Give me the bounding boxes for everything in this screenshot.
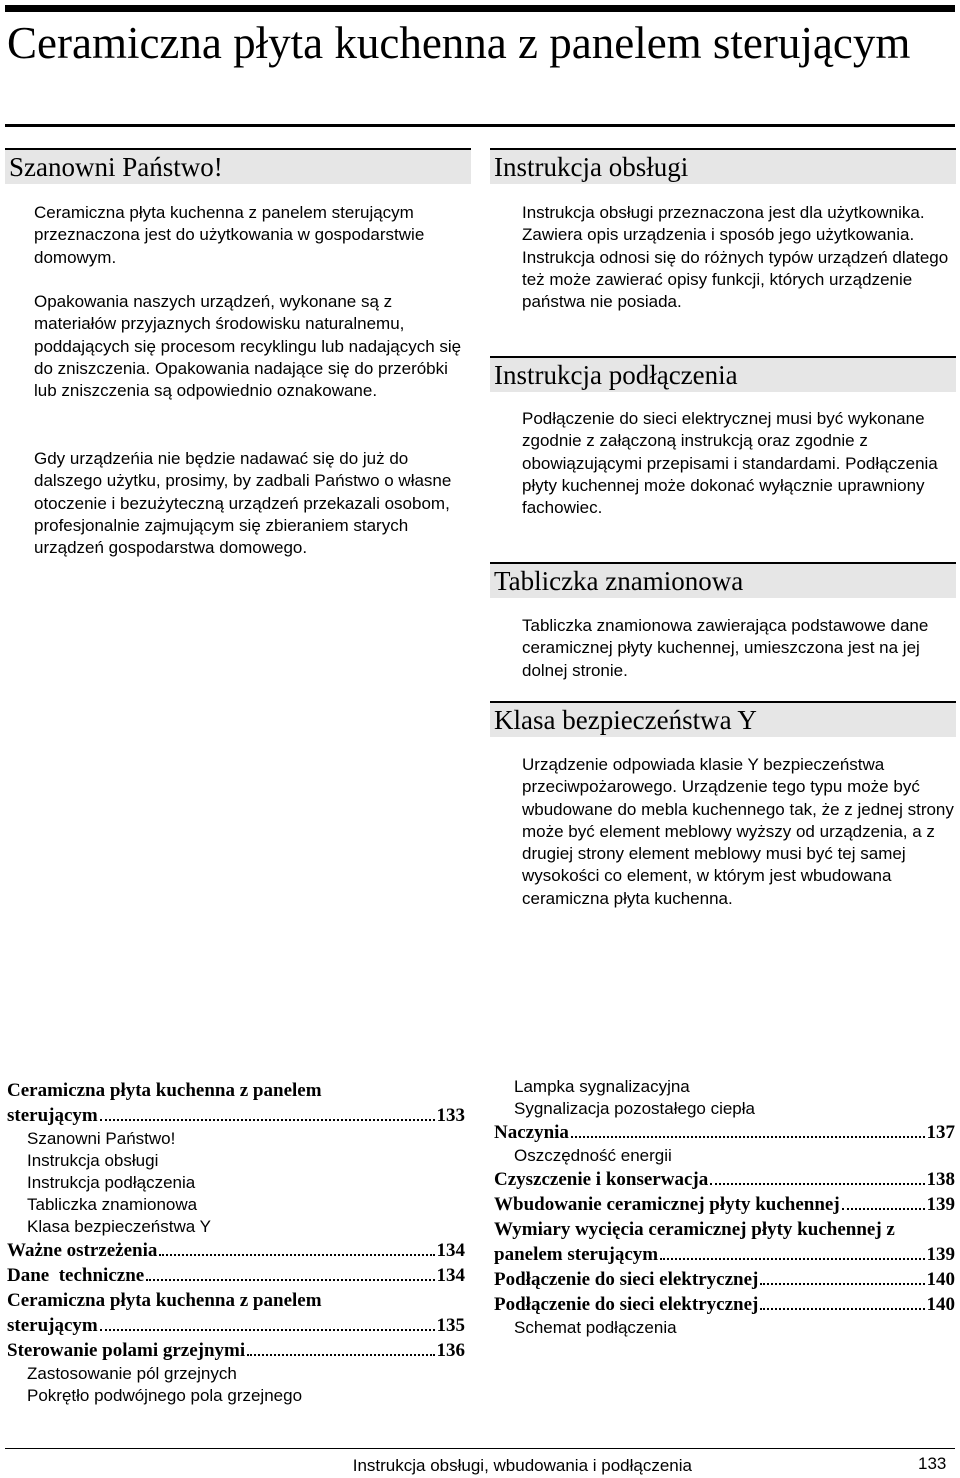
heading-szanowni-panstwo: Szanowni Państwo! [5,148,471,184]
toc-entry-label: Ważne ostrzeżenia [7,1240,158,1261]
toc-entry[interactable] [494,1217,955,1267]
toc-page-number: 139 [926,1194,955,1215]
text-tabliczka-znamionowa: Tabliczka znamionowa zawierająca podstawowe dane ceramicznej płyty kuchennej, umieszczona jest na jej dolnej stronie. [522,616,929,680]
toc-entry-lead: Ceramiczna płyta kuchenna z panelem [7,1290,322,1311]
toc-subentry[interactable]: Sygnalizacja pozostałego ciepła [514,1099,755,1118]
toc-subentry[interactable]: Zastosowanie pól grzejnych [27,1364,237,1383]
heading-tabliczka-znamionowa: Tabliczka znamionowa [490,562,956,598]
toc-subentry[interactable]: Tabliczka znamionowa [27,1195,198,1214]
toc-entry-label: sterującym [7,1315,98,1336]
toc-entry[interactable] [494,1192,955,1217]
toc-subentry[interactable]: Instrukcja podłączenia [27,1173,196,1192]
heading-instrukcja-podlaczenia: Instrukcja podłączenia [490,356,956,392]
toc-entry-lead: Ceramiczna płyta kuchenna z panelem [7,1080,322,1101]
toc-page-number: 137 [926,1122,955,1143]
toc-entry-label: Podłączenie do sieci elektrycznej [494,1294,759,1315]
toc-subentry[interactable]: Lampka sygnalizacyjna [514,1077,690,1096]
toc-entry[interactable] [494,1167,955,1192]
toc-subentry[interactable]: Szanowni Państwo! [27,1129,176,1148]
page-title: Ceramiczna płyta kuchenna z panelem sterującym [7,18,911,68]
toc-entry[interactable] [494,1292,955,1317]
toc-entry[interactable] [7,1338,465,1363]
toc-entry-label: Podłączenie do sieci elektrycznej [494,1269,759,1290]
text-instrukcja-obslugi: Instrukcja obsługi przeznaczona jest dla użytkownika. Zawiera opis urządzenia i sposób jego użytkowania. Instrukcja odnosi się do różnych typów urządzeń dlatego też może zawierać opisy funkcji, których urządzenie państwa nie posiada. [522,203,949,312]
toc-page-number: 138 [926,1169,955,1190]
footer-text: Instrukcja obsługi, wbudowania i podłączenia [352,1456,692,1475]
toc-page-number: 139 [926,1244,955,1265]
toc-page-number: 140 [926,1269,955,1290]
intro-paragraph-3: Gdy urządzeńia nie będzie nadawać się do już do dalszego użytku, prosimy, by zadbali Państwo o własne otoczenie i bezużyteczną urządzeń przekazali osobom, profesjonalnie zajmującym się zbieraniem starych urządzeń gospodarstwa domowego. [34,449,452,558]
toc-subentry[interactable]: Instrukcja obsługi [27,1151,159,1170]
toc-right [494,1076,955,1339]
toc-leader [100,1329,435,1331]
toc-leader [146,1279,434,1281]
title-rule [5,124,955,127]
toc-page-number: 134 [436,1240,465,1261]
toc-leader [760,1283,924,1285]
footer-rule [5,1448,955,1449]
toc-leader [571,1136,925,1138]
toc-leader [100,1119,435,1121]
toc-entry[interactable] [494,1267,955,1292]
toc-leader [247,1354,434,1356]
toc-page-number: 135 [436,1315,465,1336]
toc-page-number: 133 [436,1105,465,1126]
toc-leader [710,1183,924,1185]
toc-entry-label: Sterowanie polami grzejnymi [7,1340,246,1361]
toc-leader [159,1254,434,1256]
toc-subentry[interactable]: Schemat podłączenia [514,1318,677,1337]
toc-subentry[interactable]: Oszczędność energii [514,1146,672,1165]
text-klasa-bezpieczenstwa: Urządzenie odpowiada klasie Y bezpieczeństwa przeciwpożarowego. Urządzenie tego typu może być wbudowane do mebla kuchennego tak, że z jednej strony może być element meblowy wyższy od urządzenia, a z drugiej strony element meblowy musi być tej samej wysokości co element, w którym jest wbudowana ceramiczna płyta kuchenna. [522,755,954,908]
footer-page-number: 133 [918,1454,947,1473]
toc-entry[interactable] [7,1288,465,1338]
toc-page-number: 136 [436,1340,465,1361]
heading-instrukcja-obslugi: Instrukcja obsługi [490,148,956,184]
toc-entry-label: Czyszczenie i konserwacja [494,1169,709,1190]
toc-entry[interactable] [7,1238,465,1263]
toc-entry-label: panelem sterującym [494,1244,659,1265]
toc-leader [842,1208,925,1210]
toc-subentry[interactable]: Pokrętło podwójnego pola grzejnego [27,1386,303,1405]
toc-entry[interactable] [494,1120,955,1145]
toc-entry[interactable] [7,1078,465,1128]
toc-leader [660,1258,924,1260]
heading-klasa-bezpieczenstwa: Klasa bezpieczeństwa Y [490,701,956,737]
toc-subentry[interactable]: Klasa bezpieczeństwa Y [27,1217,211,1236]
toc-entry-label: Dane techniczne [7,1265,145,1286]
toc-entry-label: Naczynia [494,1122,569,1143]
toc-entry-label: sterującym [7,1105,98,1126]
toc-left [7,1078,465,1407]
toc-entry-label: Wbudowanie ceramicznej płyty kuchennej [494,1194,840,1215]
top-rule [5,5,955,12]
toc-page-number: 134 [436,1265,465,1286]
intro-paragraph-2: Opakowania naszych urządzeń, wykonane są z materiałów przyjaznych środowisku naturalnemu, poddających się procesom recyklingu lub nadających się do zniszczenia. Opakowania nadające się do przeróbki lub zniszczenia są odpowiednio oznakowane. [34,292,462,401]
toc-entry[interactable] [7,1263,465,1288]
toc-page-number: 140 [926,1294,955,1315]
toc-leader [760,1308,924,1310]
toc-entry-lead: Wymiary wycięcia ceramicznej płyty kuchennej z [494,1219,895,1240]
intro-paragraph-1: Ceramiczna płyta kuchenna z panelem sterującym przeznaczona jest do użytkowania w gospodarstwie domowym. [34,203,425,267]
text-instrukcja-podlaczenia: Podłączenie do sieci elektrycznej musi być wykonane zgodnie z załączoną instrukcją oraz zgodnie z obowiązującymi przepisami i standardami. Podłączenia płyty kuchennej może dokonać wyłącznie uprawniony fachowiec. [522,409,938,518]
